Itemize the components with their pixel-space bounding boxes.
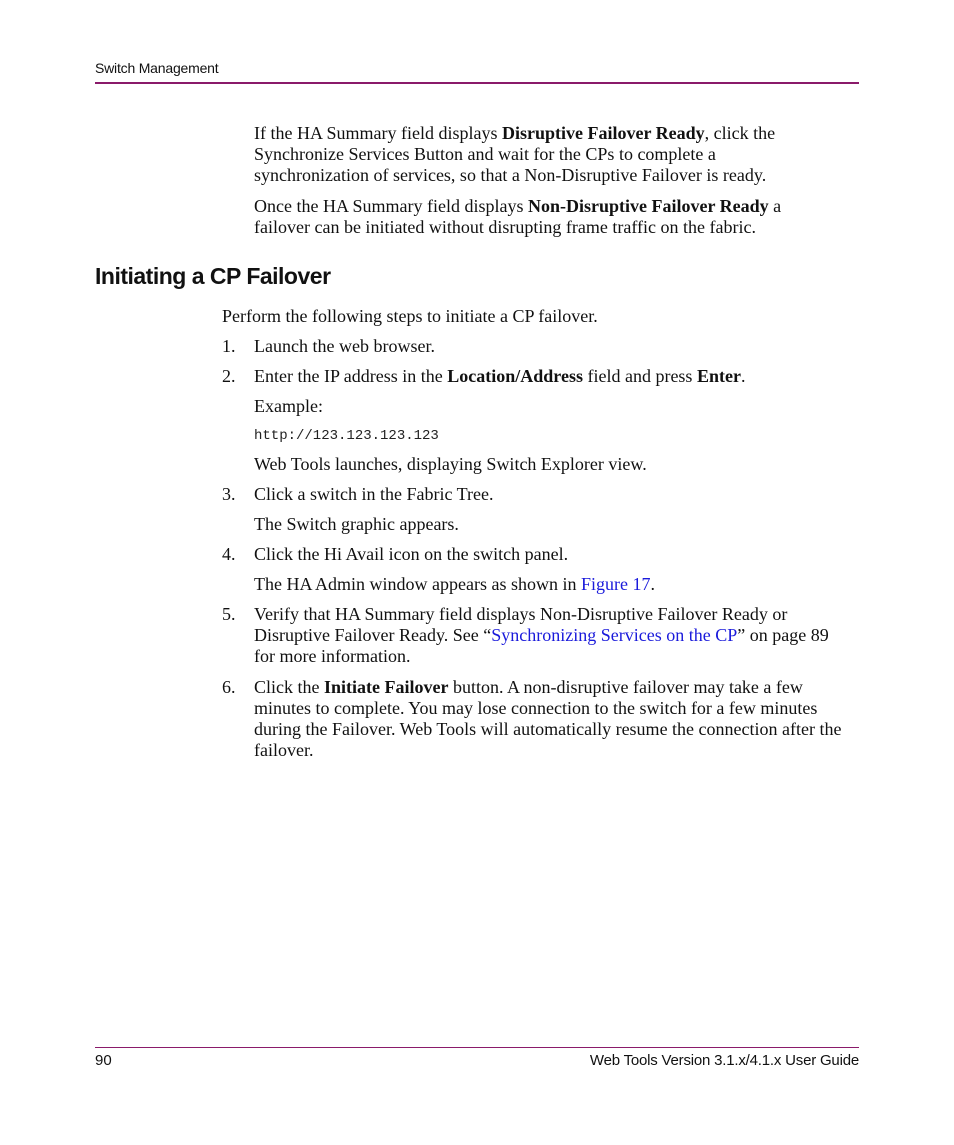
step-5-number: 5. <box>222 604 236 624</box>
synchronizing-services-link[interactable]: Synchronizing Services on the CP <box>491 625 738 645</box>
step-2-example-label: Example: <box>254 396 323 416</box>
step-2-bold-enter: Enter <box>696 366 741 386</box>
intro-p2-post: a failover can be initiated without disrupting frame traffic on the fabric. <box>254 196 782 237</box>
section-lead: Perform the following steps to initiate a CP failover. <box>222 306 598 326</box>
header-divider <box>95 82 859 84</box>
step-6-post: button. A non-disruptive failover may take a few minutes to complete. You may lose connection to the switch for a few minutes during the Failover. Web Tools will automatically resume the connection after the failover. <box>254 677 842 760</box>
intro-p1-pre: If the HA Summary field displays <box>254 123 502 143</box>
step-2-mid: field and press <box>582 366 697 386</box>
step-6-bold: Initiate Failover <box>324 677 449 697</box>
step-3-text: Click a switch in the Fabric Tree. <box>254 484 494 504</box>
step-2-bold-location: Location/Address <box>447 366 583 386</box>
step-3-note: The Switch graphic appears. <box>254 514 459 534</box>
intro-paragraph-1 <box>254 123 834 186</box>
step-1-number: 1. <box>222 336 236 356</box>
step-1-text: Launch the web browser. <box>254 336 435 356</box>
intro-paragraph-2 <box>254 196 834 238</box>
step-6-pre: Click the <box>254 677 324 697</box>
step-2-example-code: http://123.123.123.123 <box>254 428 439 444</box>
step-6-text <box>254 677 859 761</box>
intro-p1-bold: Disruptive Failover Ready <box>501 123 705 143</box>
step-4-note <box>254 574 859 595</box>
intro-p1-post: , click the Synchronize Services Button and wait for the CPs to complete a synchronization of services, so that a Non-Disruptive Failover is ready. <box>254 123 776 185</box>
step-4-note-pre: The HA Admin window appears as shown in <box>254 574 581 594</box>
intro-p2-bold: Non-Disruptive Failover Ready <box>527 196 769 216</box>
step-5-post: ” on page 89 for more information. <box>254 625 829 666</box>
figure-17-link[interactable]: Figure 17 <box>580 574 651 594</box>
step-2-number: 2. <box>222 366 236 386</box>
step-4-number: 4. <box>222 544 236 564</box>
footer-divider <box>95 1047 859 1048</box>
section-heading: Initiating a CP Failover <box>95 263 331 289</box>
step-2-note: Web Tools launches, displaying Switch Explorer view. <box>254 454 647 474</box>
guide-title: Web Tools Version 3.1.x/4.1.x User Guide <box>589 1052 859 1069</box>
page-number: 90 <box>95 1052 112 1069</box>
step-5-text <box>254 604 844 667</box>
step-4-note-post: . <box>650 574 655 594</box>
intro-p2-pre: Once the HA Summary field displays <box>254 196 528 216</box>
step-2-text <box>254 366 859 387</box>
step-3-number: 3. <box>222 484 236 504</box>
step-5-pre: Verify that HA Summary field displays Non-Disruptive Failover Ready or Disruptive Failover Ready. See “ <box>254 604 788 645</box>
step-2-post: . <box>740 366 746 386</box>
step-2-pre: Enter the IP address in the <box>254 366 448 386</box>
running-header: Switch Management <box>95 60 219 76</box>
step-4-text: Click the Hi Avail icon on the switch panel. <box>254 544 569 564</box>
step-6-number: 6. <box>222 677 236 697</box>
